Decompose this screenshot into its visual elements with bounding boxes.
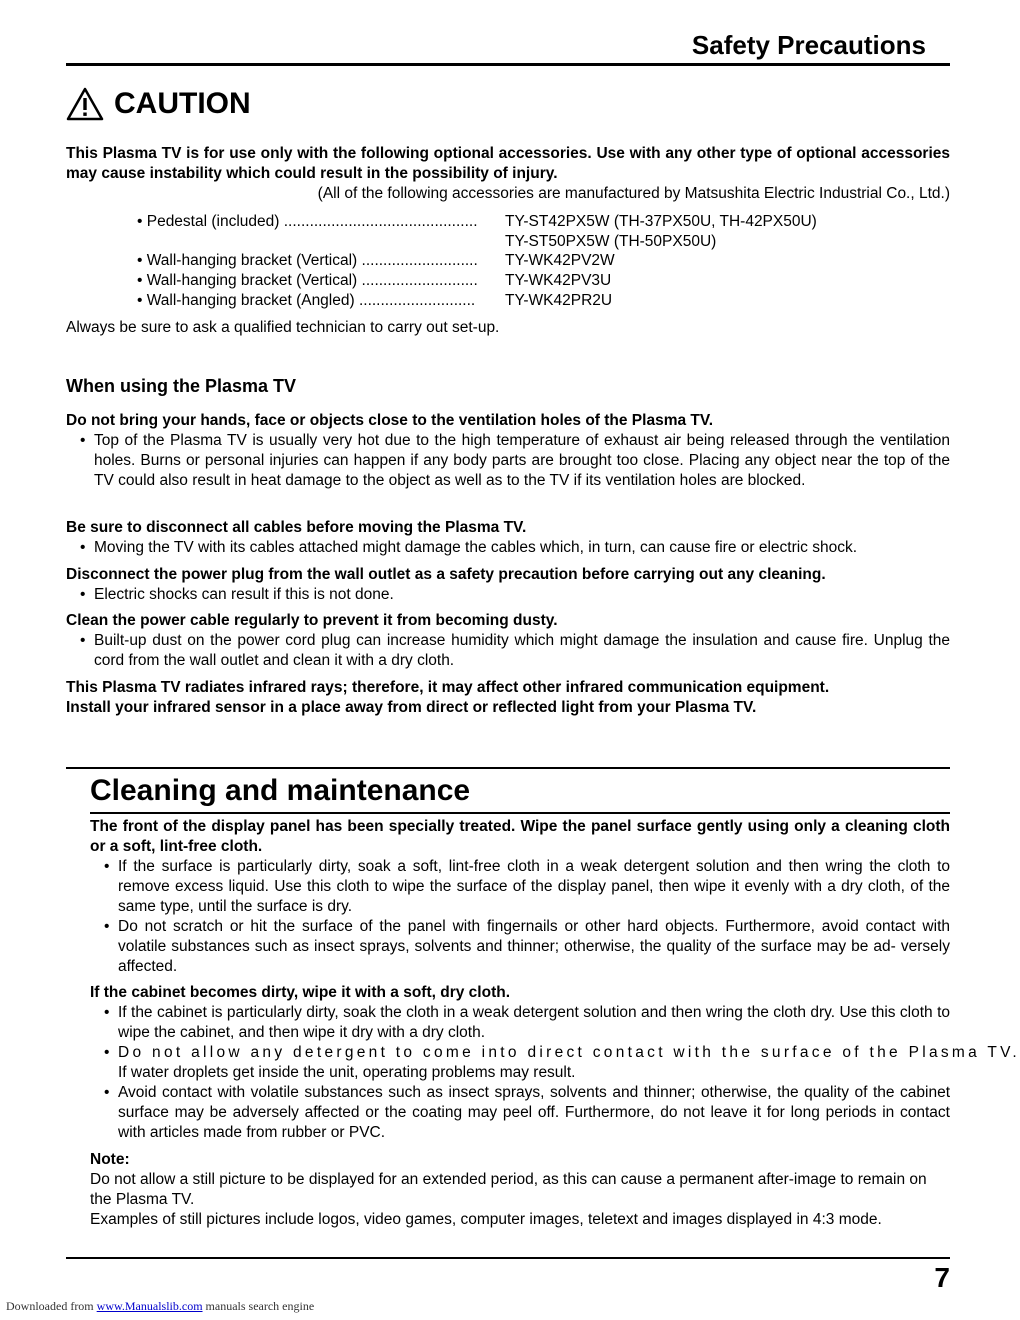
panel-intro: The front of the display panel has been specially treated. Wipe the panel surface gently using only a cleaning cloth or a soft, lint-free cloth. (90, 818, 950, 855)
using-item-title: Be sure to disconnect all cables before moving the Plasma TV. (66, 519, 527, 536)
accessory-model: TY-WK42PV3U (505, 272, 612, 289)
caution-intro: This Plasma TV is for use only with the following optional accessories. Use with any other type of optional accessories may cause instability which could result in the possibility of injury. (66, 145, 950, 182)
note-label: Note: (90, 1151, 130, 1168)
using-item-title: Clean the power cable regularly to prevent it from becoming dusty. (66, 612, 558, 629)
bullet-dot: • (80, 539, 86, 556)
using-item-bullet: Top of the Plasma TV is usually very hot due to the high temperature of exhaust air being released through the ventilation holes. Burns or personal injuries can happen if any body parts are brought too close. Placing any object near the top of the TV could also result in heat damage to the object as well as to the TV if its ventilation holes are blocked. (94, 432, 950, 489)
manufacturer-note: (All of the following accessories are manufactured by Matsushita Electric Industrial Co., Ltd.) (317, 185, 950, 202)
bullet-dot: • (104, 1084, 110, 1101)
bullet-dot: • (104, 1004, 110, 1021)
caution-heading (66, 84, 251, 124)
bullet-dot: • (104, 858, 110, 875)
using-item-title: Do not bring your hands, face or objects close to the ventilation holes of the Plasma TV. (66, 412, 714, 429)
accessory-model: TY-ST42PX5W (TH-37PX50U, TH-42PX50U) (505, 213, 817, 230)
download-footer (6, 1299, 314, 1314)
cleaning-top-rule (66, 767, 950, 769)
section-heading-using: When using the Plasma TV (66, 376, 297, 396)
accessory-model: TY-WK42PR2U (505, 292, 613, 309)
manualslib-link[interactable]: www.Manualslib.com (96, 1299, 203, 1313)
cabinet-bullet-continuation: If water droplets get inside the unit, operating problems may result. (118, 1064, 576, 1081)
bullet-dot: • (104, 918, 110, 935)
cleaning-title-underline (90, 812, 950, 814)
warning-triangle-icon (66, 87, 104, 121)
accessory-model: TY-WK42PV2W (505, 252, 615, 269)
caution-title: CAUTION (114, 87, 251, 120)
page-header-title: Safety Precautions (691, 30, 926, 60)
infrared-warning-2: Install your infrared sensor in a place away from direct or reflected light from your Plasma TV. (66, 699, 757, 716)
note-text-2: Examples of still pictures include logos, video games, computer images, teletext and images displayed in 4:3 mode. (90, 1211, 882, 1228)
bullet-dot: • (80, 586, 86, 603)
accessory-name: • Pedestal (included) ............................................. (137, 213, 478, 230)
note-text-1: Do not allow a still picture to be displayed for an extended period, as this can cause a permanent after-image to remain on the Plasma TV. (90, 1171, 927, 1208)
cleaning-title: Cleaning and maintenance (90, 774, 471, 807)
using-item-bullet: Electric shocks can result if this is not done. (94, 586, 394, 603)
panel-bullet: Do not scratch or hit the surface of the panel with fingernails or other hard objects. Furthermore, avoid contact with volatile substances such as insect sprays, solvents and thinner; otherwise, the quality of the surface may be ad- versely affected. (118, 918, 950, 975)
panel-bullet: If the surface is particularly dirty, soak a soft, lint-free cloth in a weak detergent solution and then wring the cloth to remove excess liquid. Use this cloth to wipe the surface of the display panel, then wipe it evenly with a dry cloth, of the same type, until the surface is dry. (118, 858, 950, 915)
footer-prefix: Downloaded from (6, 1299, 94, 1313)
page-number: 7 (934, 1262, 950, 1293)
cabinet-bullet: Avoid contact with volatile substances such as insect sprays, solvents and thinner; otherwise, the quality of the cabinet surface may be adversely affected or the coating may peel off. Furthermore, do not leave it for long periods in contact with articles made from rubber or PVC. (118, 1084, 950, 1141)
bullet-dot: • (80, 432, 86, 449)
accessory-model: TY-ST50PX5W (TH-50PX50U) (505, 233, 717, 250)
cabinet-bullet: Do not allow any detergent to come into direct contact with the surface of the Plasma TV. (118, 1044, 1020, 1061)
header-rule (66, 63, 950, 66)
bullet-dot: • (104, 1044, 110, 1061)
accessory-name: • Wall-hanging bracket (Angled) ........................... (137, 292, 476, 309)
infrared-warning-1: This Plasma TV radiates infrared rays; therefore, it may affect other infrared communication equipment. (66, 679, 830, 696)
using-item-bullet: Built-up dust on the power cord plug can increase humidity which might damage the insulation and cause fire. Unplug the cord from the wall outlet and clean it with a dry cloth. (94, 632, 950, 669)
bullet-dot: • (80, 632, 86, 649)
accessory-name: • Wall-hanging bracket (Vertical) ........................... (137, 272, 478, 289)
cabinet-bullet: If the cabinet is particularly dirty, soak the cloth in a weak detergent solution and then wring the cloth dry. Use this cloth to wipe the cabinet, and then wipe it dry with a dry cloth. (118, 1004, 950, 1041)
footer-rule (66, 1257, 950, 1259)
cabinet-intro: If the cabinet becomes dirty, wipe it with a soft, dry cloth. (90, 984, 510, 1001)
using-item-title: Disconnect the power plug from the wall outlet as a safety precaution before carrying out any cleaning. (66, 566, 826, 583)
setup-note: Always be sure to ask a qualified technician to carry out set-up. (66, 319, 500, 336)
using-item-bullet: Moving the TV with its cables attached might damage the cables which, in turn, can cause fire or electric shock. (94, 539, 858, 556)
accessory-name: • Wall-hanging bracket (Vertical) ........................... (137, 252, 478, 269)
footer-suffix: manuals search engine (205, 1299, 315, 1313)
